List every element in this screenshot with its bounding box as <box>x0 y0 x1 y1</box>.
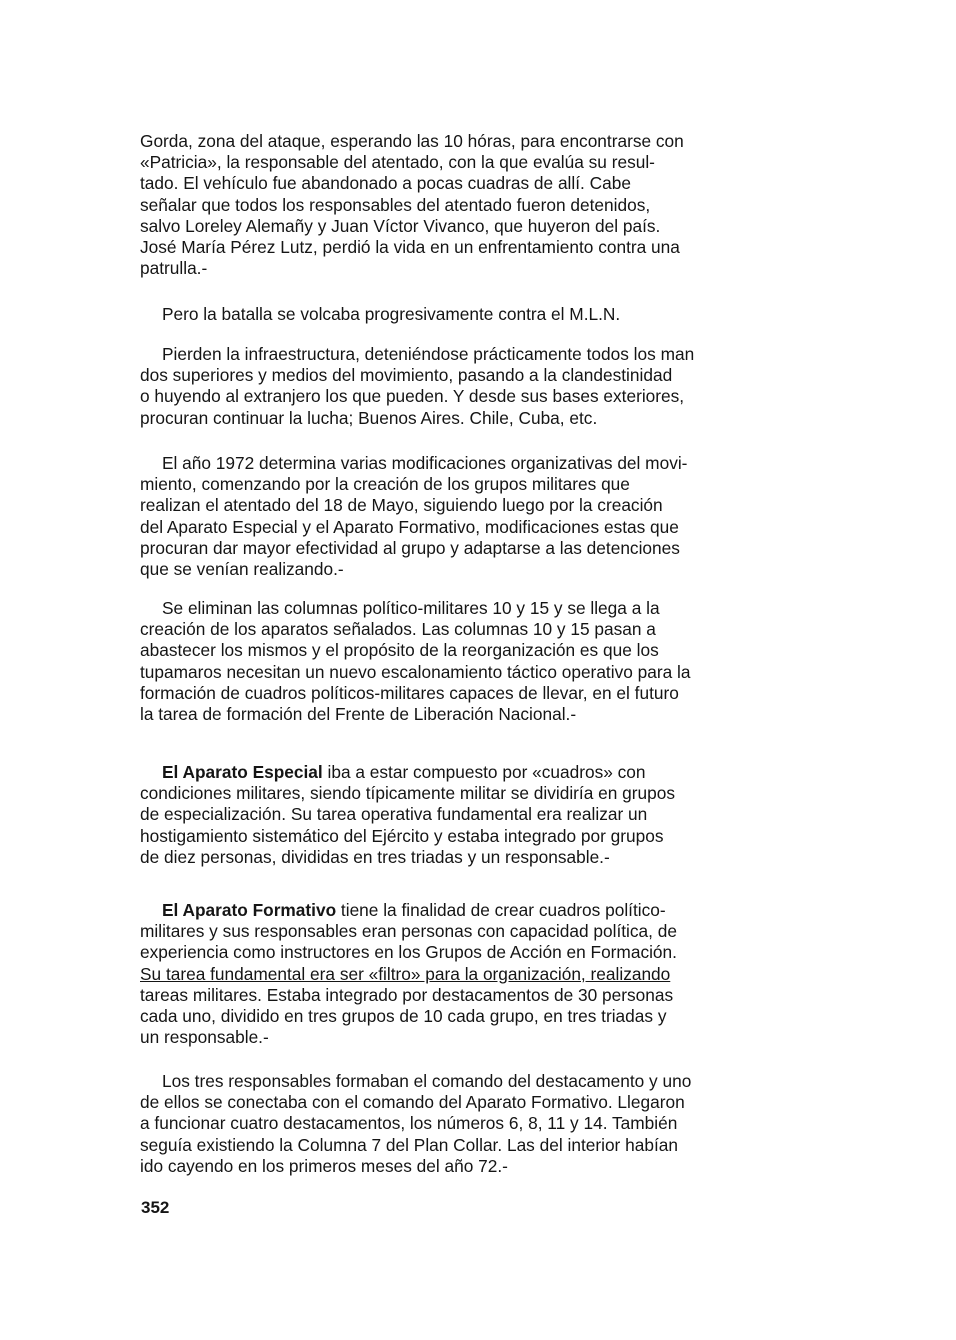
text-line: un responsable.- <box>140 1027 269 1048</box>
paragraph-3 <box>140 344 816 429</box>
text-line: abastecer los mismos y el propósito de la reorganización es que los <box>140 640 659 661</box>
text-line: experiencia como instructores en los Grupos de Acción en Formación. <box>140 942 677 963</box>
page-number: 352 <box>141 1198 170 1217</box>
paragraph-8 <box>140 1071 816 1177</box>
paragraph-1 <box>140 131 816 279</box>
text-line: procuran dar mayor efectividad al grupo y adaptarse a las detenciones <box>140 537 680 558</box>
text-line: Gorda, zona del ataque, esperando las 10 hóras, para encontrarse con <box>140 131 684 151</box>
text-line: salvo Loreley Alemañy y Juan Víctor Vivanco, que huyeron del país. <box>140 215 661 236</box>
paragraph-5 <box>140 598 816 725</box>
text-line: Su tarea fundamental era ser «filtro» para la organización, realizando <box>140 963 671 984</box>
text-line: tado. El vehículo fue abandonado a pocas cuadras de allí. Cabe <box>140 173 631 194</box>
text-line: formación de cuadros políticos-militares capaces de llevar, en el futuro <box>140 682 679 703</box>
text-line: patrulla.- <box>140 258 208 279</box>
text-line: ido cayendo en los primeros meses del año 72.- <box>140 1155 508 1176</box>
text-line: tupamaros necesitan un nuevo escalonamiento táctico operativo para la <box>140 661 691 682</box>
text-line: que se venían realizando.- <box>140 559 344 580</box>
text-line: Pero la batalla se volcaba progresivamente contra el M.L.N. <box>162 304 621 324</box>
text-line: la tarea de formación del Frente de Liberación Nacional.- <box>140 704 577 725</box>
text-span: iba a estar compuesto por «cuadros» con <box>322 762 646 782</box>
text-line: procuran continuar la lucha; Buenos Aires. Chile, Cuba, etc. <box>140 407 598 428</box>
text-line: José María Pérez Lutz, perdió la vida en un enfrentamiento contra una <box>140 237 680 258</box>
section-heading: El Aparato Formativo <box>162 900 337 920</box>
text-line <box>140 900 816 921</box>
text-line: tareas militares. Estaba integrado por destacamentos de 30 personas <box>140 984 674 1005</box>
paragraph-2 <box>162 304 816 325</box>
text-line: cada uno, dividido en tres grupos de 10 cada grupo, en tres triadas y <box>140 1006 667 1027</box>
text-line: militares y sus responsables eran personas con capacidad política, de <box>140 921 677 942</box>
text-line <box>140 762 816 783</box>
text-line: «Patricia», la responsable del atentado, con la que evalúa su resul- <box>140 152 655 173</box>
paragraph-aparato-especial <box>140 762 816 868</box>
text-line: señalar que todos los responsables del atentado fueron detenidos, <box>140 194 651 215</box>
text-line: Pierden la infraestructura, deteniéndose prácticamente todos los man <box>162 344 695 364</box>
text-line: hostigamiento sistemático del Ejército y estaba integrado por grupos <box>140 825 664 846</box>
section-heading: El Aparato Especial <box>162 762 323 782</box>
text-line: Se eliminan las columnas político-militares 10 y 15 y se llega a la <box>162 598 660 618</box>
text-line: a funcionar cuatro destacamentos, los números 6, 8, 11 y 14. También <box>140 1113 678 1134</box>
text-line: de ellos se conectaba con el comando del Aparato Formativo. Llegaron <box>140 1092 685 1113</box>
text-span: tiene la finalidad de crear cuadros político- <box>336 900 666 920</box>
text-line: de diez personas, divididas en tres triadas y un responsable.- <box>140 846 610 867</box>
text-line: Los tres responsables formaban el comando del destacamento y uno <box>162 1071 692 1091</box>
text-line: El año 1972 determina varias modificaciones organizativas del movi- <box>162 453 688 473</box>
text-line: seguía existiendo la Columna 7 del Plan Collar. Las del interior habían <box>140 1134 678 1155</box>
text-line: miento, comenzando por la creación de los grupos militares que <box>140 474 630 495</box>
text-line: condiciones militares, siendo típicamente militar se dividiría en grupos <box>140 783 676 804</box>
text-line: realizan el atentado del 18 de Mayo, siguiendo luego por la creación <box>140 495 663 516</box>
paragraph-4 <box>140 453 816 580</box>
text-line: del Aparato Especial y el Aparato Formativo, modificaciones estas que <box>140 516 679 537</box>
paragraph-aparato-formativo <box>140 900 816 1048</box>
text-line: dos superiores y medios del movimiento, pasando a la clandestinidad <box>140 365 673 386</box>
text-line: de especialización. Su tarea operativa fundamental era realizar un <box>140 804 648 825</box>
text-line: creación de los aparatos señalados. Las columnas 10 y 15 pasan a <box>140 619 656 640</box>
text-line: o huyendo al extranjero los que pueden. Y desde sus bases exteriores, <box>140 386 685 407</box>
